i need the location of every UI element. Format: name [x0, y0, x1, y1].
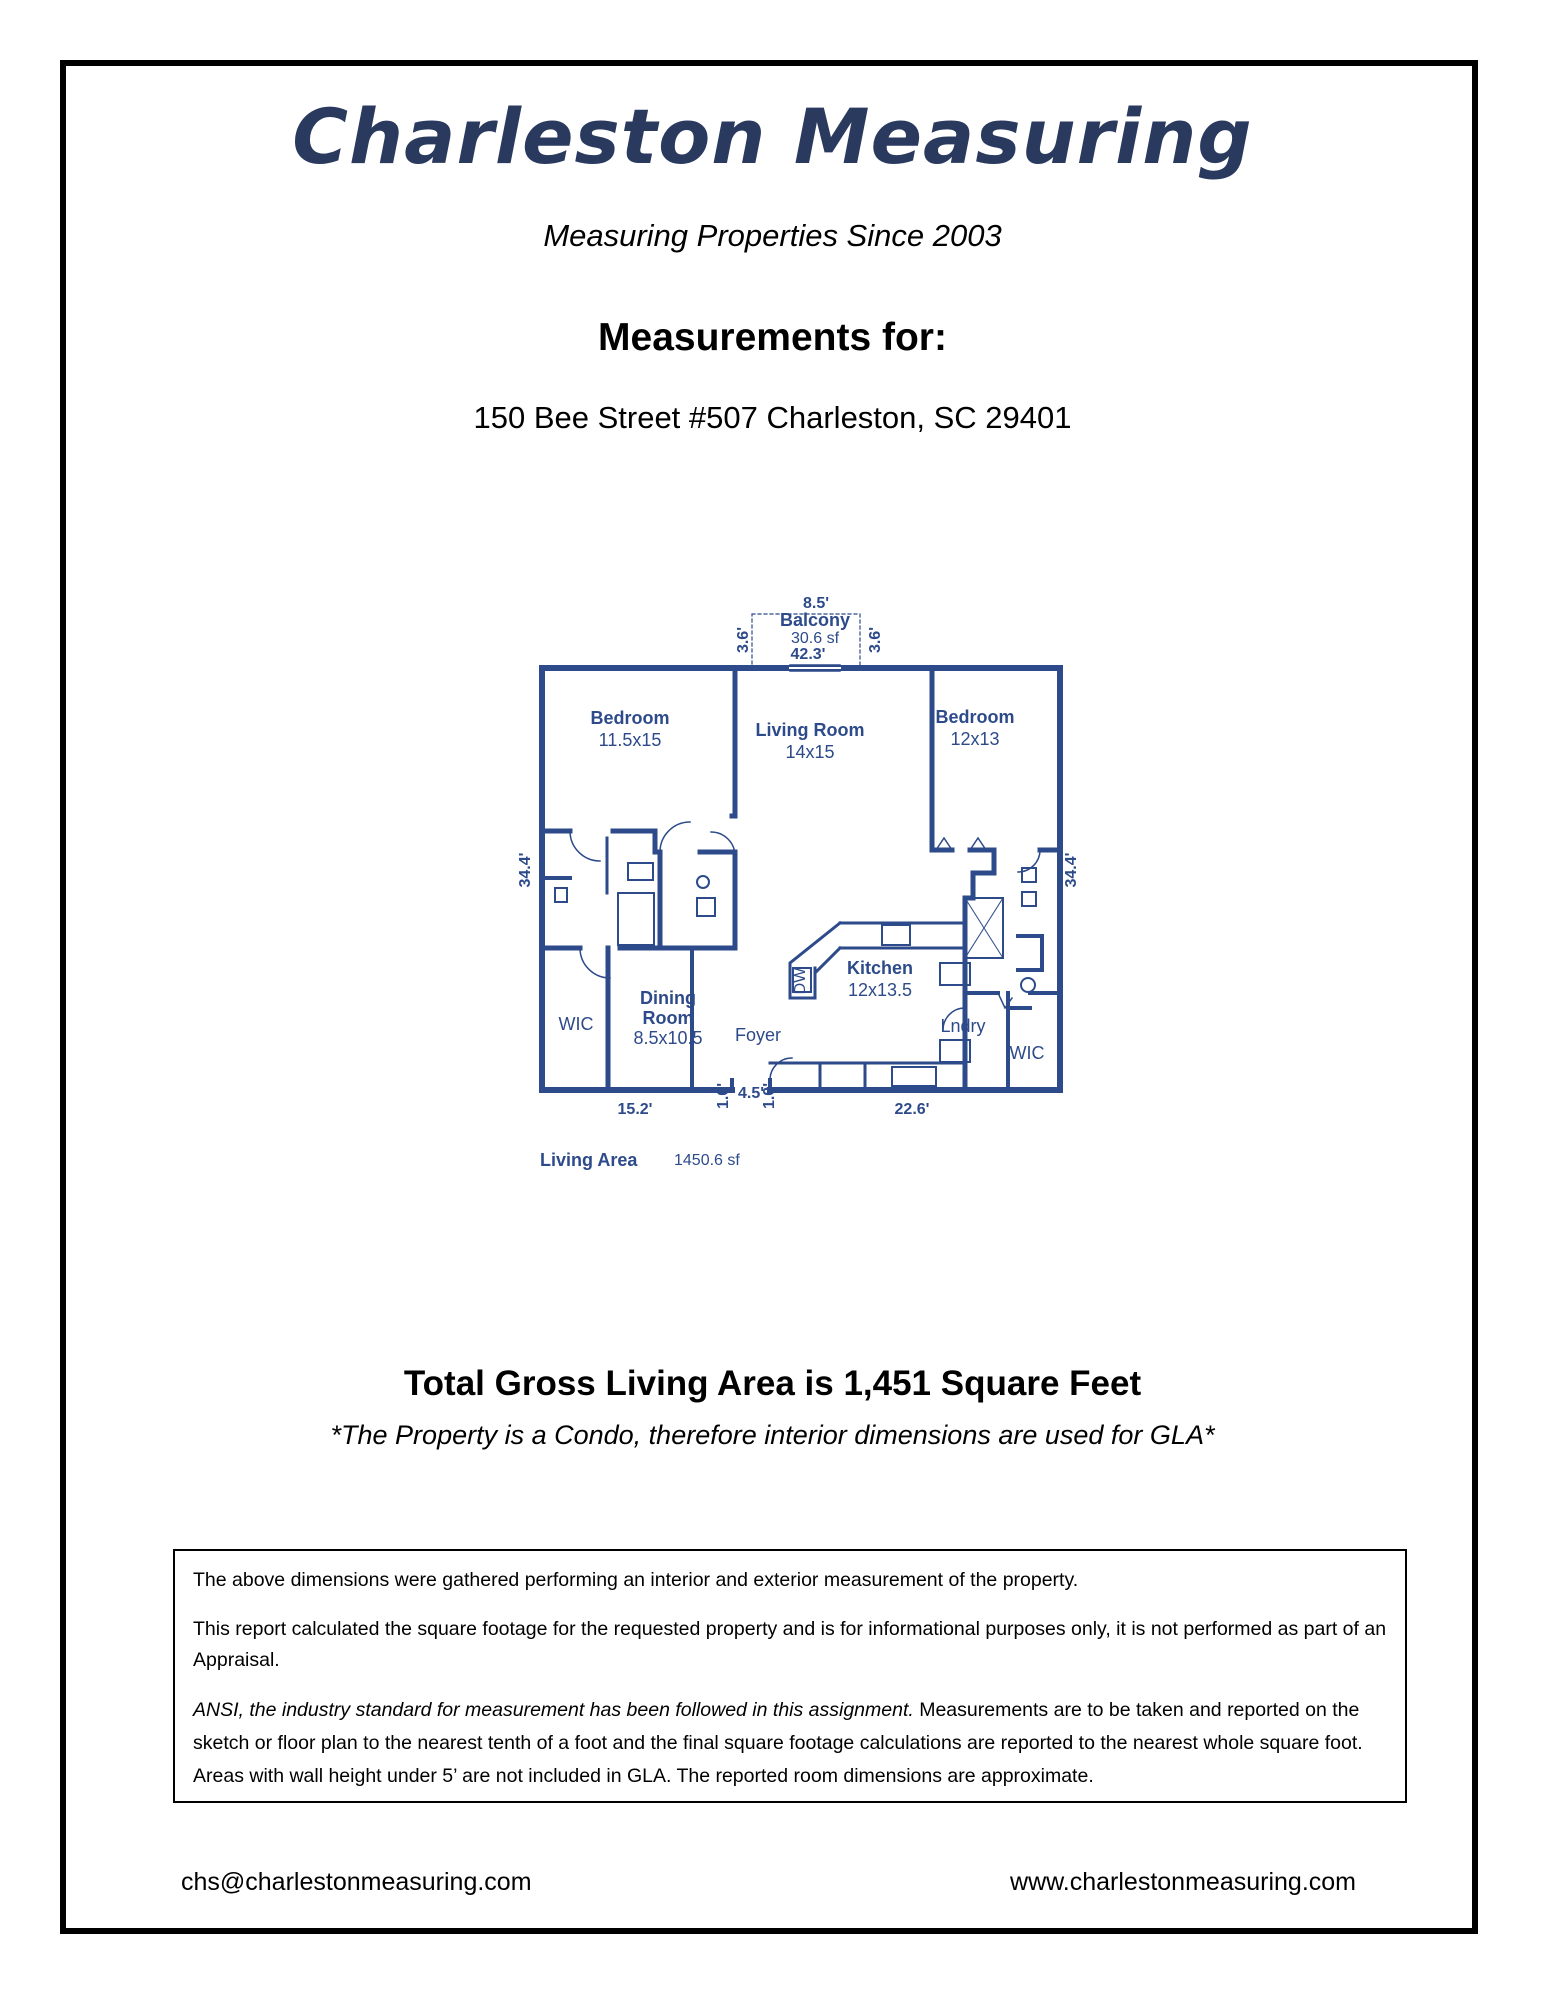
wic-left-label: WIC [558, 1014, 594, 1034]
entry-dimension: 4.5' [737, 1085, 765, 1102]
left-side-dimension: 34.4' [517, 852, 534, 888]
disclaimer-paragraph-1: The above dimensions were gathered performing an interior and exterior measurement of the property. [193, 1569, 1079, 1591]
bedroom-left-label: Bedroom [590, 708, 670, 728]
dishwasher-label: DW [792, 967, 809, 995]
left-fixture [555, 888, 567, 902]
entry-side-left: 1.0' [715, 1082, 732, 1110]
bedroom-right-size: 12x13 [950, 729, 1000, 749]
shower-diagonal [965, 898, 1003, 958]
top-wall-dimension: 42.3' [790, 646, 826, 663]
interior-wall [542, 831, 735, 852]
measurement-standards: Measurements are to be taken and reported on the sketch or floor plan to the nearest tenth of a foot and the final square footage calculations are reported to the nearest whole square foot. Areas with wall height under 5’ are not included in GLA. The reported room dimensions are approximate. [193, 1699, 1363, 1787]
balcony-right-side: 3.6' [867, 626, 884, 654]
disclaimer-paragraph-3 [193, 1694, 1387, 1793]
dining-room-label-1: Dining [640, 988, 696, 1008]
bedroom-left-size: 11.5x15 [598, 730, 662, 750]
balcony-label: Balcony [779, 610, 851, 630]
total-gla: Total Gross Living Area is 1,451 Square Feet [403, 1364, 1142, 1403]
basin [697, 876, 709, 888]
right-side-dimension: 34.4' [1063, 852, 1080, 888]
door-arc [770, 1058, 792, 1080]
laundry-label: Lndry [940, 1016, 986, 1036]
kitchen-label: Kitchen [846, 958, 914, 978]
right-fixture [1022, 892, 1036, 906]
living-room-size: 14x15 [785, 742, 835, 762]
bottom-left-dimension: 15.2' [617, 1101, 653, 1118]
contact-email[interactable]: chs@charlestonmeasuring.com [181, 1868, 532, 1896]
balcony-area: 30.6 sf [790, 630, 840, 647]
balcony-width: 8.5' [802, 595, 830, 612]
vanity [628, 863, 653, 880]
disclaimer-paragraph-2: This report calculated the square footage for the requested property and is for informational purposes only, it is not performed as part of an Appraisal. [193, 1618, 1387, 1671]
living-area-label: Living Area [540, 1150, 638, 1170]
dining-room-size: 8.5x10.5 [633, 1028, 703, 1048]
property-address: 150 Bee Street #507 Charleston, SC 29401 [473, 400, 1072, 435]
company-title: Charleston Measuring [292, 92, 1253, 181]
stove [882, 925, 910, 945]
entry-side-right: 1.0' [761, 1082, 778, 1110]
wic-right-label: WIC [1009, 1043, 1045, 1063]
measurements-heading: Measurements for: [598, 316, 947, 359]
bedroom-right-label: Bedroom [935, 707, 1015, 727]
kitchen-size: 12x13.5 [847, 980, 913, 1000]
floor-plan [500, 588, 1080, 1208]
door-arc [570, 831, 600, 861]
living-room-label: Living Room [755, 720, 865, 740]
bathtub [618, 893, 654, 945]
foyer-label: Foyer [734, 1025, 782, 1045]
balcony-left-side: 3.6' [735, 626, 752, 654]
living-area-value: 1450.6 sf [674, 1152, 740, 1169]
sink [892, 1067, 936, 1086]
right-toilet [1021, 978, 1035, 992]
dining-room-label-2: Room [642, 1008, 694, 1028]
ansi-statement: ANSI, the industry standard for measurement has been followed in this assignment. [193, 1699, 914, 1721]
right-fixture [1022, 868, 1036, 882]
bottom-counter [820, 1063, 865, 1090]
company-website[interactable]: www.charlestonmeasuring.com [1010, 1868, 1356, 1896]
interior-wall [965, 850, 994, 898]
bottom-right-dimension: 22.6' [894, 1101, 930, 1118]
disclaimer-box [173, 1549, 1407, 1803]
company-tagline: Measuring Properties Since 2003 [543, 218, 1002, 253]
interior-wall [1018, 936, 1042, 970]
door-arc [660, 822, 690, 852]
condo-note: *The Property is a Condo, therefore interior dimensions are used for GLA* [330, 1420, 1215, 1450]
toilet [697, 898, 715, 916]
